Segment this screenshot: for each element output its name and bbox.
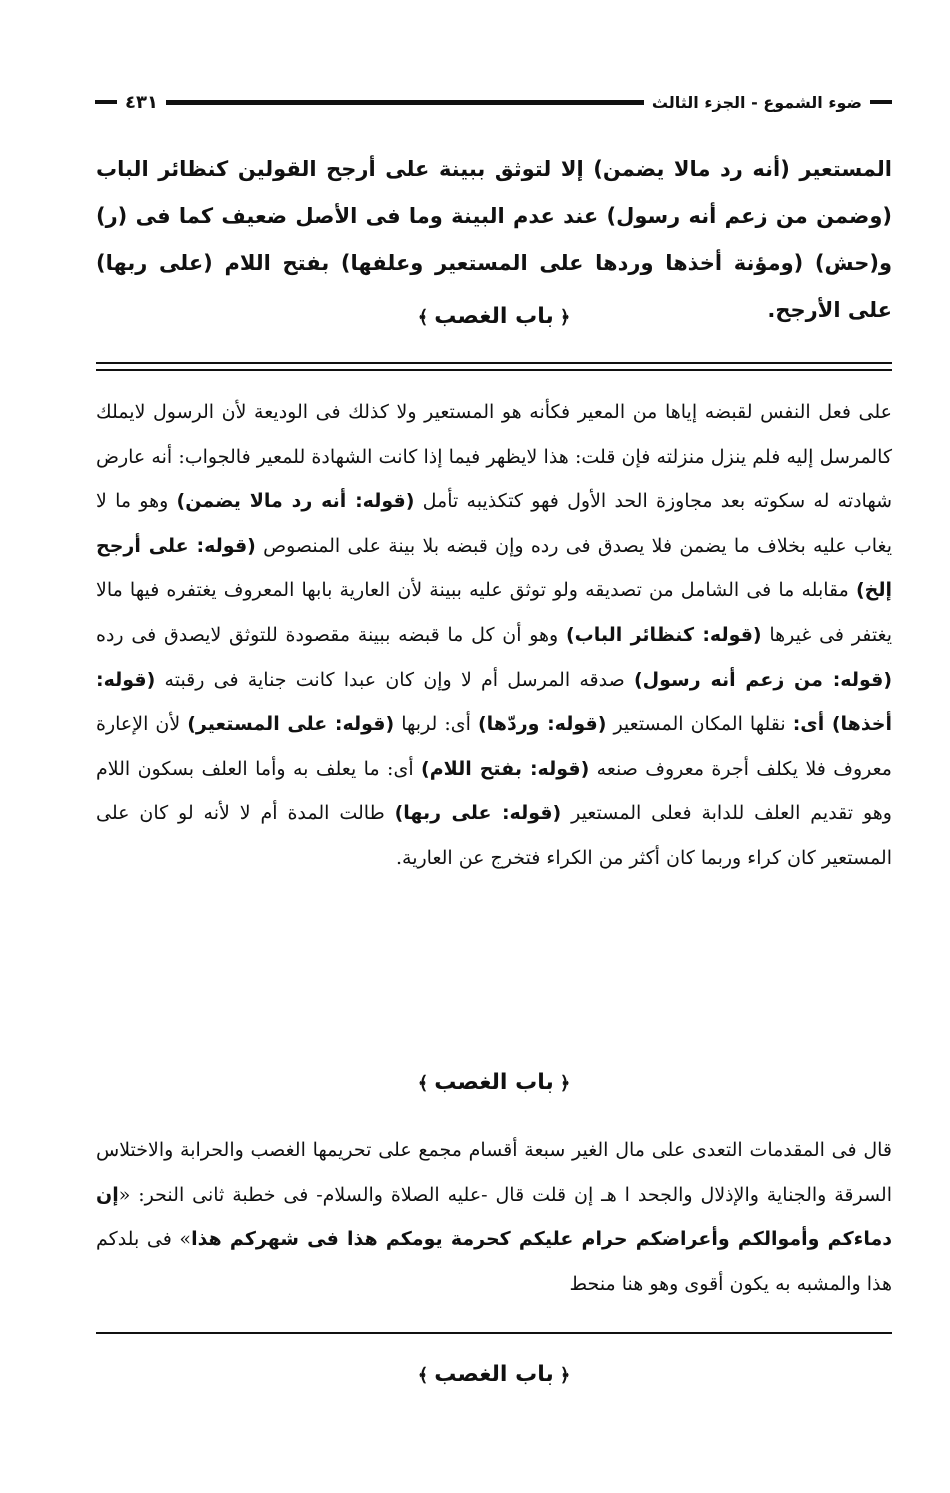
section-heading-2-text: باب الغصب <box>434 1070 554 1095</box>
commentary-segment: وهو ما لا يغاب عليه بخلاف ما يضمن فلا يصدق فى رده وإن قبضه بلا بينة على المنصوص <box>96 490 892 557</box>
section-heading-1 <box>96 304 892 329</box>
commentary-lemma: (قوله: أنه رد مالا يضمن) <box>176 490 415 513</box>
main-paragraph: المستعير (أنه رد مالا يضمن) إلا لتوثق ببينة على أرجح القولين كنظائر الباب (وضمن من زعم أنه رسول) عند عدم البينة وما فى الأصل ضعيف كما فى (ر) و(حش) (ومؤنة أخذها وردها على المستعير وعلفها) بفتح اللام (على ربها) على الأرجح. <box>96 157 892 322</box>
commentary-segment: صدقه المرسل أم لا وإن كان عبدا كانت جناية فى رقبته <box>164 668 625 691</box>
ornament-right-icon: ﴿ <box>559 1365 571 1386</box>
commentary-2 <box>96 1128 892 1306</box>
running-header <box>95 88 892 116</box>
hadith-quote: إن دماءكم وأموالكم وأعراضكم حرام عليكم كحرمة يومكم هذا فى شهركم هذا <box>96 1183 892 1251</box>
commentary-lemma: (قوله: على المستعير) <box>187 713 395 736</box>
header-dash-left <box>95 100 117 104</box>
ornament-left-icon: ﴾ <box>417 307 429 328</box>
ornament-left-icon: ﴾ <box>417 1365 429 1386</box>
ornament-right-icon: ﴿ <box>559 1073 571 1094</box>
commentary-1-paragraph <box>96 390 892 881</box>
header-rule <box>166 100 644 105</box>
section-heading-3 <box>96 1362 892 1387</box>
commentary-lemma: (قوله: أخذها) أى: <box>96 668 893 736</box>
commentary-segment: طالت المدة أم لا لأنه لو كان على المستعير كان كراء وربما كان أكثر من الكراء فتخرج عن العارية. <box>96 802 892 869</box>
commentary-1 <box>96 390 892 881</box>
commentary-segment: أى: ما يعلف به وأما العلف بسكون اللام وهو تقديم العلف للدابة فعلى المستعير <box>96 757 892 825</box>
commentary-lemma: (قوله: على ربها) <box>394 802 562 825</box>
commentary-segment: وهو أن كل ما قبضه ببينة مقصودة للتوثق لايصدق فى رده <box>96 623 559 646</box>
section-heading-1-text: باب الغصب <box>434 304 554 329</box>
section-heading-3-text: باب الغصب <box>434 1362 554 1387</box>
commentary-segment: قال فى المقدمات التعدى على مال الغير سبعة أقسام مجمع على تحريمها الغصب والحرابة والاختلاس السرقة والجناية والإذلال والجحد ا هـ إن قلت قال -عليه الصلاة والسلام- فى خطبة ثانى النحر: « <box>96 1139 892 1206</box>
commentary-lemma: (قوله: كنظائر الباب) <box>565 623 762 646</box>
commentary-segment: على فعل النفس لقبضه إياها من المعير فكأنه هو المستعير ولا كذلك فى الوديعة لأن الرسول لايملك كالمرسل إليه فلم ينزل منزلته فإن قلت: هذا لايظهر فيما إذا كانت الشهادة للمعير فالجواب: أنه عارض شهادته له سكوته بعد مجاوزة الحد الأول فهو كتكذيبه تأمل <box>96 401 892 513</box>
commentary-lemma: (قوله: بفتح اللام) <box>421 757 590 780</box>
commentary-2-paragraph <box>96 1128 892 1306</box>
commentary-segment: لأن الإعارة معروف فلا يكلف أجرة معروف صنعه <box>96 713 892 780</box>
commentary-segment: » فى بلدكم هذا والمشبه به يكون أقوى وهو هنا منحط <box>96 1228 892 1295</box>
section-heading-2 <box>96 1070 892 1095</box>
commentary-segment: مقابله ما فى الشامل من تصديقه ولو توثق عليه ببينة لأن العارية بابها المعروف يغتفره فيها مالا يغتفر فى غيرها <box>96 579 893 646</box>
commentary-lemma: (قوله: على أرجح إلخ) <box>96 534 892 602</box>
commentary-segment: نقلها المكان المستعير <box>613 713 786 736</box>
header-dash-right <box>870 100 892 104</box>
double-divider <box>96 362 892 371</box>
header-title: ضوء الشموع - الجزء الثالث <box>651 92 862 112</box>
ornament-left-icon: ﴾ <box>417 1073 429 1094</box>
commentary-segment: أى: لربها <box>401 713 471 736</box>
commentary-lemma: (قوله: من زعم أنه رسول) <box>633 668 893 691</box>
footnote-divider <box>96 1332 892 1334</box>
commentary-lemma: (قوله: وردّها) <box>477 713 607 736</box>
page-number: ٤٣١ <box>125 91 158 113</box>
ornament-right-icon: ﴿ <box>559 307 571 328</box>
